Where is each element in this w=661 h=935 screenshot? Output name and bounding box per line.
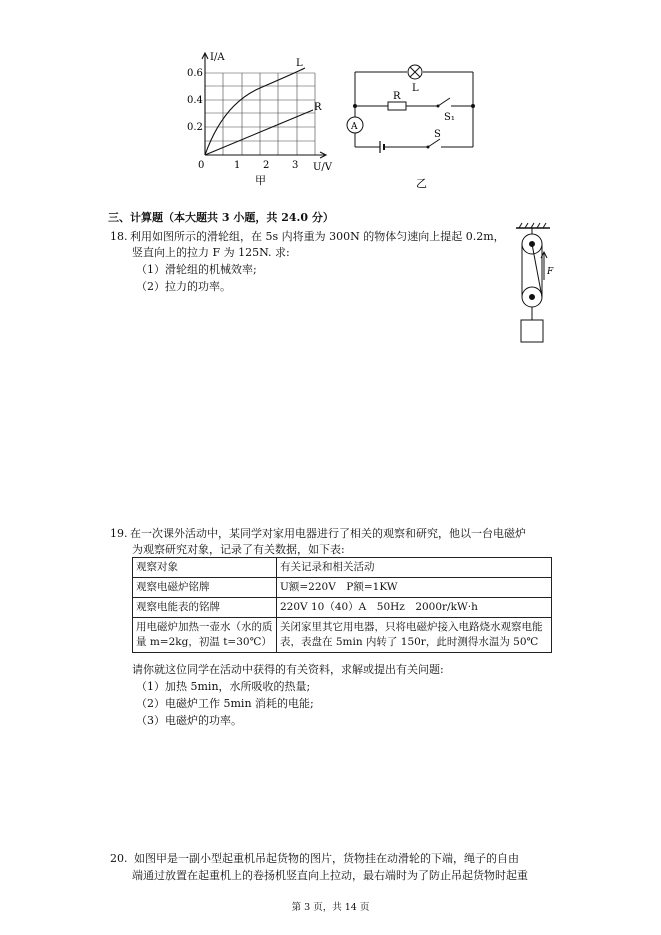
heading-score: 24.0	[281, 211, 308, 224]
q18-number: 18.	[110, 230, 128, 243]
y-tick-04: 0.4	[187, 95, 203, 106]
ammeter-label: A	[351, 122, 358, 132]
switch1-label: S₁	[444, 112, 455, 123]
pulley-figure	[508, 222, 558, 347]
q20-line1: 如图甲是一副小型起重机吊起货物的图片，货物挂在动滑轮的下端，绳子的自由	[134, 852, 519, 865]
observation-table	[132, 557, 552, 653]
section-heading	[108, 210, 334, 226]
switch-label: S	[434, 129, 441, 140]
q19-line2: 为观察研究对象，记录了有关数据，如下表:	[132, 543, 345, 556]
circuit-diagram	[340, 60, 485, 190]
heading-count: 3	[221, 211, 230, 224]
q19-number: 19.	[110, 527, 128, 540]
iu-graph	[185, 46, 335, 196]
q19-sub3: （3）电磁炉的功率。	[136, 714, 242, 727]
x-tick-2: 2	[263, 160, 270, 171]
q19-sub1: （1）加热 5min，水所吸收的热量;	[136, 680, 311, 693]
q19-after: 请你就这位同学在活动中获得的有关资料，求解或提出有关问题:	[132, 663, 444, 676]
table-cell: 220V 10（40）A 50Hz 2000r/kW·h	[277, 598, 552, 618]
x-tick-1: 1	[234, 160, 241, 171]
table-cell: U额=220V P额=1KW	[277, 578, 552, 598]
y-tick-06: 0.6	[187, 68, 203, 79]
x-tick-3: 3	[292, 160, 299, 171]
table-row	[133, 598, 552, 618]
q18-line1: 利用如图所示的滑轮组，在 5s 内将重为 300N 的物体匀速向上提起 0.2m，	[130, 230, 505, 243]
resistor-label: R	[393, 91, 401, 102]
table-row	[133, 578, 552, 598]
line-r-label: R	[314, 102, 322, 113]
table-cell: 观察电能表的铭牌	[133, 598, 277, 618]
force-label: F	[547, 267, 554, 277]
x-tick-0: 0	[198, 160, 205, 171]
q19-sub2: （2）电磁炉工作 5min 消耗的电能;	[136, 697, 314, 710]
table-row	[133, 618, 552, 653]
y-axis-label: I/A	[210, 52, 225, 63]
q20-number: 20.	[110, 852, 128, 865]
curve-l	[205, 68, 305, 155]
table-row	[133, 558, 552, 578]
q18-line2: 竖直向上的拉力 F 为 125N. 求:	[132, 246, 290, 259]
table-cell: 用电磁炉加热一壶水（水的质量 m=2kg，初温 t=30℃）	[133, 618, 277, 653]
heading-prefix: 三、计算题（本大题共	[108, 211, 218, 224]
heading-suffix: 分）	[311, 211, 334, 224]
x-axis-label: U/V	[313, 162, 333, 173]
graph-caption: 甲	[255, 174, 266, 187]
table-cell: 有关记录和相关活动	[277, 558, 552, 578]
q19-line1: 在一次课外活动中，某同学对家用电器进行了相关的观察和研究，他以一台电磁炉	[130, 527, 526, 540]
y-tick-02: 0.2	[187, 122, 203, 133]
heading-mid: 小题，共	[233, 211, 278, 224]
table-cell: 观察对象	[133, 558, 277, 578]
q18-sub1: （1）滑轮组的机械效率;	[136, 263, 257, 276]
circuit-caption: 乙	[416, 177, 427, 190]
q20-line2: 端通过放置在起重机上的卷扬机竖直向上拉动，最右端时为了防止吊起货物时起重	[132, 869, 528, 882]
curve-l-label: L	[296, 58, 303, 69]
page-footer: 第 3 页，共 14 页	[291, 902, 370, 913]
table-cell: 观察电磁炉铭牌	[133, 578, 277, 598]
table-cell: 关闭家里其它用电器，只将电磁炉接入电路烧水观察电能表，表盘在 5min 内转了 150r，此时测得水温为 50℃	[277, 618, 552, 653]
lamp-label: L	[412, 83, 419, 94]
q18-sub2: （2）拉力的功率。	[136, 280, 231, 293]
